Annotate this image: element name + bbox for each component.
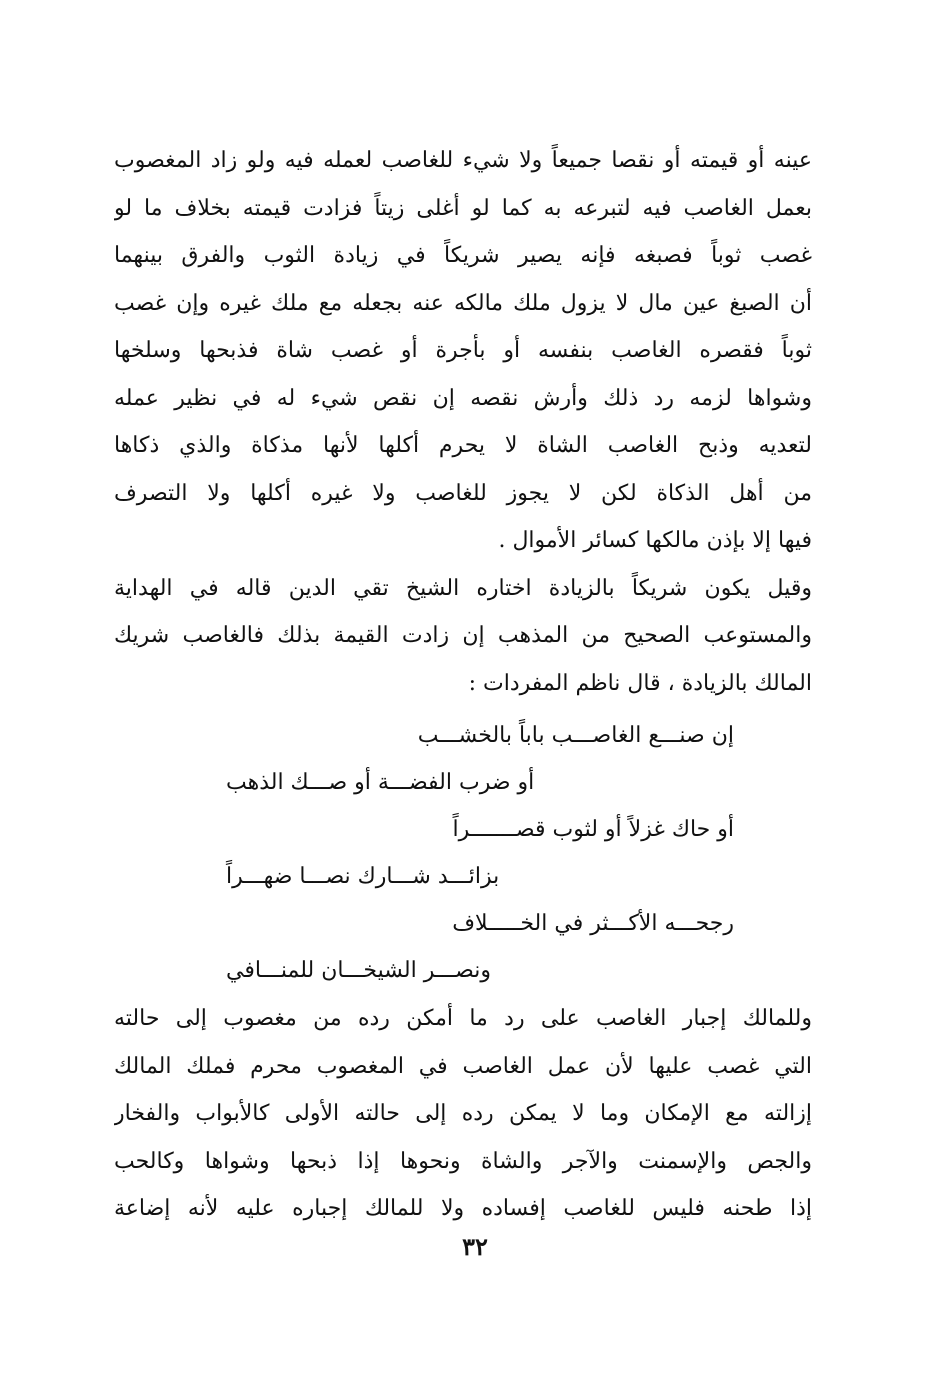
text-line: إزالته مع الإمكان وما لا يمكن رده إلى حالته الأولى كالأبواب والفخار xyxy=(114,1101,812,1126)
poem-verse: ونصـــر الشيخـــان للمنـــافي xyxy=(226,958,491,983)
paragraph-1 xyxy=(114,137,812,707)
text-line: المالك بالزيادة ، قال ناظم المفردات : xyxy=(468,670,812,696)
text-line: من أهل الذكاة لكن لا يجوز للغاصب ولا غيره أكلها ولا التصرف xyxy=(114,480,812,506)
poem-verse: بزائـــد شـــارك نصـــا ضهـــراً xyxy=(226,864,500,889)
text-line: فيها إلا بإذن مالكها كسائر الأموال . xyxy=(498,528,812,553)
page-number: ٣٢ xyxy=(462,1232,488,1261)
text-line: لتعديه وذبح الغاصب الشاة لا يحرم أكلها لأنها مذكاة والذي ذكاها xyxy=(114,433,812,458)
text-line: وقيل يكون شريكاً بالزيادة اختاره الشيخ تقي الدين قاله في الهداية xyxy=(114,575,812,601)
poem-verse: أو حاك غزلاً أو لثوب قصـــــــراً xyxy=(452,817,734,842)
text-line: بعمل الغاصب فيه لتبرعه به كما لو أغلى زيتاً فزادت قيمته بخلاف ما لو xyxy=(114,195,812,221)
poem-verse: أو ضرب الفضـــة أو صـــك الذهب xyxy=(226,770,535,795)
text-line: أن الصبغ عين مال لا يزول ملك مالكه عنه بجعله مع ملك غيره وإن غصب xyxy=(114,290,812,316)
text-line: والجص والإسمنت والآجر والشاة ونحوها إذا ذبحها وشواها وكالحب xyxy=(114,1148,812,1174)
text-line: غصب ثوباً فصبغه فإنه يصير شريكاً في زيادة الثوب والفرق بينهما xyxy=(114,243,812,268)
text-line: وشواها لزمه رد ذلك وأرش نقصه إن نقص شيء له في نظير عمله xyxy=(114,385,812,411)
text-line: والمستوعب الصحيح من المذهب إن زادت القيمة بذلك فالغاصب شريك xyxy=(114,623,812,648)
paragraph-3 xyxy=(114,995,812,1233)
poem-verse: رجحـــه الأكـــثر في الخـــــلاف xyxy=(452,911,734,936)
text-line: إذا طحنه فليس للغاصب إفساده ولا للمالك إجباره عليه لأنه إضاعة xyxy=(114,1196,812,1221)
poem-verse: إن صنـــع الغاصـــب باباً بالخشـــب xyxy=(417,723,734,748)
text-line: التي غصب عليها لأن عمل الغاصب في المغصوب محرم فملك المالك xyxy=(114,1053,812,1079)
text-line: عينه أو قيمته أو نقصا جميعاً ولا شيء للغاصب لعمله فيه ولو زاد المغصوب xyxy=(114,148,812,173)
poem-block xyxy=(114,712,812,994)
text-line: ثوباً فقصره الغاصب بنفسه أو بأجرة أو غصب شاة فذبحها وسلخها xyxy=(114,338,812,363)
text-line: وللمالك إجبار الغاصب على رد ما أمكن رده من مغصوب إلى حالته xyxy=(114,1006,812,1031)
